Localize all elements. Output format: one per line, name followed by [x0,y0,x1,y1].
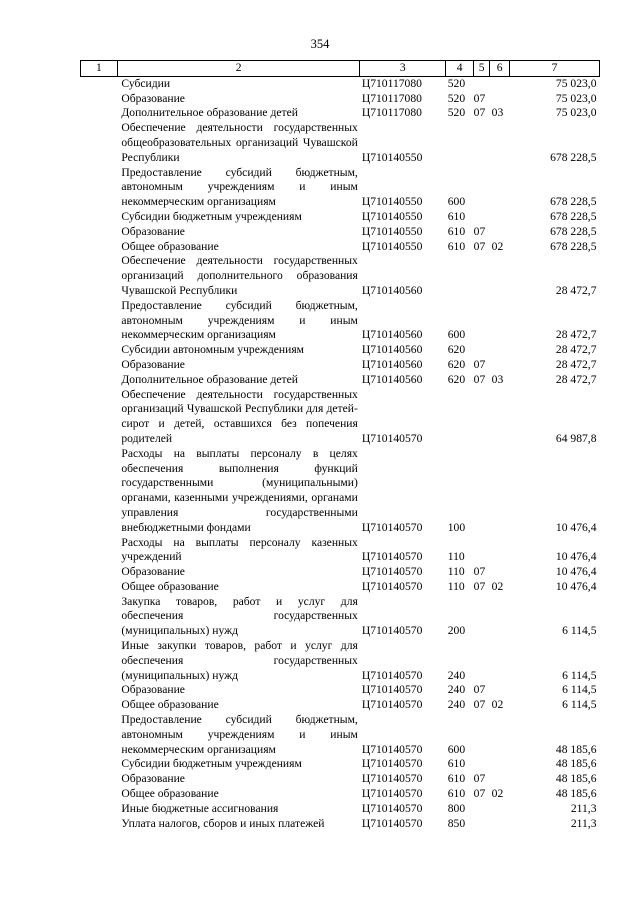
amount-value: 6 114,5 [562,668,597,682]
expense-type: 240 [447,683,466,697]
section-code: 07 [473,787,486,801]
item-name: Обеспечение деятельности государственных общеобразовательных организаций Чувашской Республики [121,121,358,164]
expense-type: 620 [447,357,466,371]
target-code: Ц710140550 [361,209,423,223]
table-row [81,787,600,802]
table-row [81,343,600,358]
section-code: 07 [473,772,486,786]
subsection-code [490,121,510,165]
blank-cell [81,210,118,225]
item-name: Иные закупки товаров, работ и услуг для обеспечения государственных (муниципальных) нужд [121,639,358,682]
expense-type: 620 [447,343,466,357]
section-code [474,166,490,210]
amount-value: 678 228,5 [550,150,597,164]
amount-value: 6 114,5 [562,624,597,638]
subsection-code [490,817,510,832]
item-name: Расходы на выплаты персоналу в целях обеспечения выполнения функций государственными (муниципальными) органами, казенными учреждениями, органами управления государственными внебюджетными фондами [121,446,358,534]
blank-cell [81,106,118,121]
table-row [81,166,600,210]
blank-cell [81,388,118,447]
page-number: 354 [310,37,330,51]
subsection-code: 02 [491,787,504,801]
table-row [81,565,600,580]
expense-type: 520 [447,76,466,90]
target-code: Ц710140570 [361,624,423,638]
amount-value: 678 228,5 [550,209,597,223]
amount-value: 678 228,5 [550,224,597,238]
table-row [81,802,600,817]
subsection-code [490,595,510,639]
item-name: Обеспечение деятельности государственных организаций Чувашской Республики для детей-сирот и детей, оставшихся без попечения родителей [121,387,358,445]
target-code: Ц710140550 [361,150,423,164]
table-row [81,76,600,91]
blank-cell [81,772,118,787]
blank-cell [81,698,118,713]
blank-cell [81,757,118,772]
expense-type: 240 [447,668,466,682]
section-code [474,639,490,683]
expense-type: 200 [447,624,466,638]
amount-value: 10 476,4 [555,550,597,564]
table-row [81,121,600,165]
subsection-code: 03 [491,106,504,120]
item-name: Иные бюджетные ассигнования [121,801,279,815]
item-name: Субсидии [121,76,171,90]
target-code: Ц710140560 [361,357,423,371]
amount-value: 75 023,0 [555,106,597,120]
blank-cell [81,299,118,343]
table-row [81,299,600,343]
target-code: Ц710140570 [361,668,423,682]
item-name: Уплата налогов, сборов и иных платежей [121,816,325,830]
section-code: 07 [473,357,486,371]
item-name: Общее образование [121,579,219,593]
expense-type: 100 [447,520,466,534]
amount-value: 28 472,7 [555,343,597,357]
blank-cell [81,817,118,832]
table-row [81,92,600,107]
expense-type: 800 [447,801,466,815]
amount-value: 10 476,4 [555,520,597,534]
item-name: Субсидии бюджетным учреждениям [121,209,302,223]
amount-value: 48 185,6 [555,772,597,786]
subsection-code: 02 [491,239,504,253]
section-code [474,802,490,817]
target-code: Ц710140550 [361,224,423,238]
amount-value: 28 472,7 [555,357,597,371]
amount-value: 64 987,8 [555,431,597,445]
amount-value: 211,3 [570,801,597,815]
blank-cell [81,166,118,210]
amount-value: 28 472,7 [555,328,597,342]
expense-type: 240 [447,698,466,712]
blank-cell [81,565,118,580]
amount-value: 6 114,5 [562,683,597,697]
item-name: Закупка товаров, работ и услуг для обеспечения государственных (муниципальных) нужд [121,594,358,638]
table-row [81,595,600,639]
table-row [81,639,600,683]
amount-value: 28 472,7 [555,283,597,297]
table-body [81,76,600,831]
table-row [81,225,600,240]
section-code [474,388,490,447]
subsection-code [490,92,510,107]
target-code: Ц710140570 [361,801,423,815]
section-code: 07 [473,239,486,253]
table-row [81,817,600,832]
blank-cell [81,358,118,373]
target-code: Ц710140570 [361,683,423,697]
item-name: Обеспечение деятельности государственных организаций дополнительного образования Чувашской Республики [121,254,358,297]
amount-value: 48 185,6 [555,757,597,771]
section-code [474,757,490,772]
expense-type: 610 [447,757,466,771]
amount-value: 75 023,0 [555,76,597,90]
subsection-code [490,683,510,698]
item-name: Дополнительное образование детей [121,106,298,120]
target-code: Ц710140570 [361,698,423,712]
header-col-1: 1 [81,61,118,77]
expense-type: 610 [447,772,466,786]
expense-type: 610 [447,224,466,238]
section-code [474,76,490,91]
section-code [474,299,490,343]
target-code: Ц710140570 [361,757,423,771]
section-code [474,817,490,832]
section-code [474,595,490,639]
subsection-code [490,565,510,580]
table-row [81,536,600,566]
blank-cell [81,580,118,595]
section-code: 07 [473,106,486,120]
subsection-code [490,757,510,772]
table-header [81,61,600,77]
expense-type: 610 [447,239,466,253]
target-code: Ц710140570 [361,431,423,445]
expense-type [446,254,474,298]
subsection-code: 02 [491,698,504,712]
target-code: Ц710140570 [361,550,423,564]
target-code: Ц710140570 [361,772,423,786]
section-code: 07 [473,91,486,105]
blank-cell [81,787,118,802]
expense-type: 600 [447,328,466,342]
blank-cell [81,713,118,757]
target-code: Ц710117080 [361,76,422,90]
table-row [81,210,600,225]
table-row [81,240,600,255]
item-name: Предоставление субсидий бюджетным, автономным учреждениям и иным некоммерческим организациям [121,298,358,342]
header-col-3: 3 [360,61,446,77]
subsection-code: 03 [491,372,504,386]
blank-cell [81,373,118,388]
item-name: Расходы на выплаты персоналу казенных учреждений [121,535,358,564]
table-row [81,373,600,388]
header-col-5: 5 [474,61,490,77]
target-code: Ц710140570 [361,565,423,579]
table-row [81,106,600,121]
item-name: Субсидии бюджетным учреждениям [121,757,302,771]
section-code [474,254,490,298]
blank-cell [81,639,118,683]
section-code [474,343,490,358]
item-name: Субсидии автономным учреждениям [121,343,305,357]
budget-table [80,60,600,831]
item-name: Образование [121,91,185,105]
target-code: Ц710117080 [361,106,422,120]
expense-type: 110 [447,565,465,579]
blank-cell [81,447,118,536]
target-code: Ц710140550 [361,239,423,253]
table-row [81,683,600,698]
subsection-code [490,772,510,787]
header-col-4: 4 [446,61,474,77]
blank-cell [81,343,118,358]
expense-type: 600 [447,742,466,756]
amount-value: 211,3 [570,816,597,830]
table-row [81,358,600,373]
expense-type: 110 [447,550,465,564]
blank-cell [81,225,118,240]
blank-cell [81,240,118,255]
expense-type: 850 [447,816,466,830]
subsection-code [490,388,510,447]
item-name: Предоставление субсидий бюджетным, автономным учреждениям и иным некоммерческим организациям [121,713,358,756]
section-code: 07 [473,565,486,579]
amount-value: 48 185,6 [555,742,597,756]
target-code: Ц710140570 [361,742,423,756]
amount-value: 678 228,5 [550,195,597,209]
section-code: 07 [473,372,486,386]
section-code [474,536,490,566]
expense-type: 110 [447,579,465,593]
subsection-code [490,713,510,757]
item-name: Образование [121,565,185,579]
section-code: 07 [473,579,486,593]
item-name: Общее образование [121,787,219,801]
table-row [81,254,600,298]
subsection-code [490,76,510,91]
subsection-code [490,210,510,225]
expense-type: 610 [447,209,466,223]
blank-cell [81,76,118,91]
item-name: Образование [121,357,185,371]
subsection-code [490,447,510,536]
blank-cell [81,121,118,165]
expense-type: 610 [447,787,466,801]
target-code: Ц710140570 [361,520,423,534]
table-row [81,388,600,447]
table-row [81,757,600,772]
target-code: Ц710140570 [361,579,423,593]
target-code: Ц710140570 [361,787,423,801]
subsection-code [490,225,510,240]
expense-type: 520 [447,91,466,105]
amount-value: 10 476,4 [555,579,597,593]
target-code: Ц710140560 [361,372,423,386]
subsection-code [490,536,510,566]
amount-value: 6 114,5 [562,698,597,712]
amount-value: 10 476,4 [555,565,597,579]
section-code [474,210,490,225]
target-code: Ц710117080 [361,91,422,105]
subsection-code [490,343,510,358]
header-col-7: 7 [510,61,600,77]
item-name: Образование [121,683,185,697]
expense-type [446,388,474,447]
target-code: Ц710140560 [361,328,423,342]
target-code: Ц710140570 [361,816,423,830]
section-code [474,121,490,165]
subsection-code: 02 [491,579,504,593]
subsection-code [490,299,510,343]
item-name: Предоставление субсидий бюджетным, автономным учреждениям и иным некоммерческим организациям [121,165,358,209]
blank-cell [81,683,118,698]
section-code [474,713,490,757]
item-name: Дополнительное образование детей [121,372,298,386]
item-name: Общее образование [121,698,219,712]
amount-value: 75 023,0 [555,91,597,105]
amount-value: 48 185,6 [555,787,597,801]
section-code: 07 [473,224,486,238]
section-code: 07 [473,683,486,697]
blank-cell [81,595,118,639]
subsection-code [490,802,510,817]
target-code: Ц710140560 [361,283,423,297]
table-row [81,713,600,757]
section-code: 07 [473,698,486,712]
blank-cell [81,802,118,817]
item-name: Образование [121,224,185,238]
table-row [81,772,600,787]
amount-value: 678 228,5 [550,239,597,253]
subsection-code [490,639,510,683]
table-row [81,698,600,713]
blank-cell [81,254,118,298]
item-name: Образование [121,772,185,786]
subsection-code [490,254,510,298]
amount-value: 28 472,7 [555,372,597,386]
item-name: Общее образование [121,239,219,253]
target-code: Ц710140550 [361,195,423,209]
subsection-code [490,358,510,373]
target-code: Ц710140560 [361,343,423,357]
table-row [81,580,600,595]
expense-type: 600 [447,195,466,209]
expense-type: 620 [447,372,466,386]
expense-type [446,121,474,165]
header-col-2: 2 [117,61,359,77]
section-code [474,447,490,536]
subsection-code [490,166,510,210]
header-col-6: 6 [490,61,510,77]
expense-type: 520 [447,106,466,120]
table-row [81,447,600,536]
blank-cell [81,92,118,107]
blank-cell [81,536,118,566]
